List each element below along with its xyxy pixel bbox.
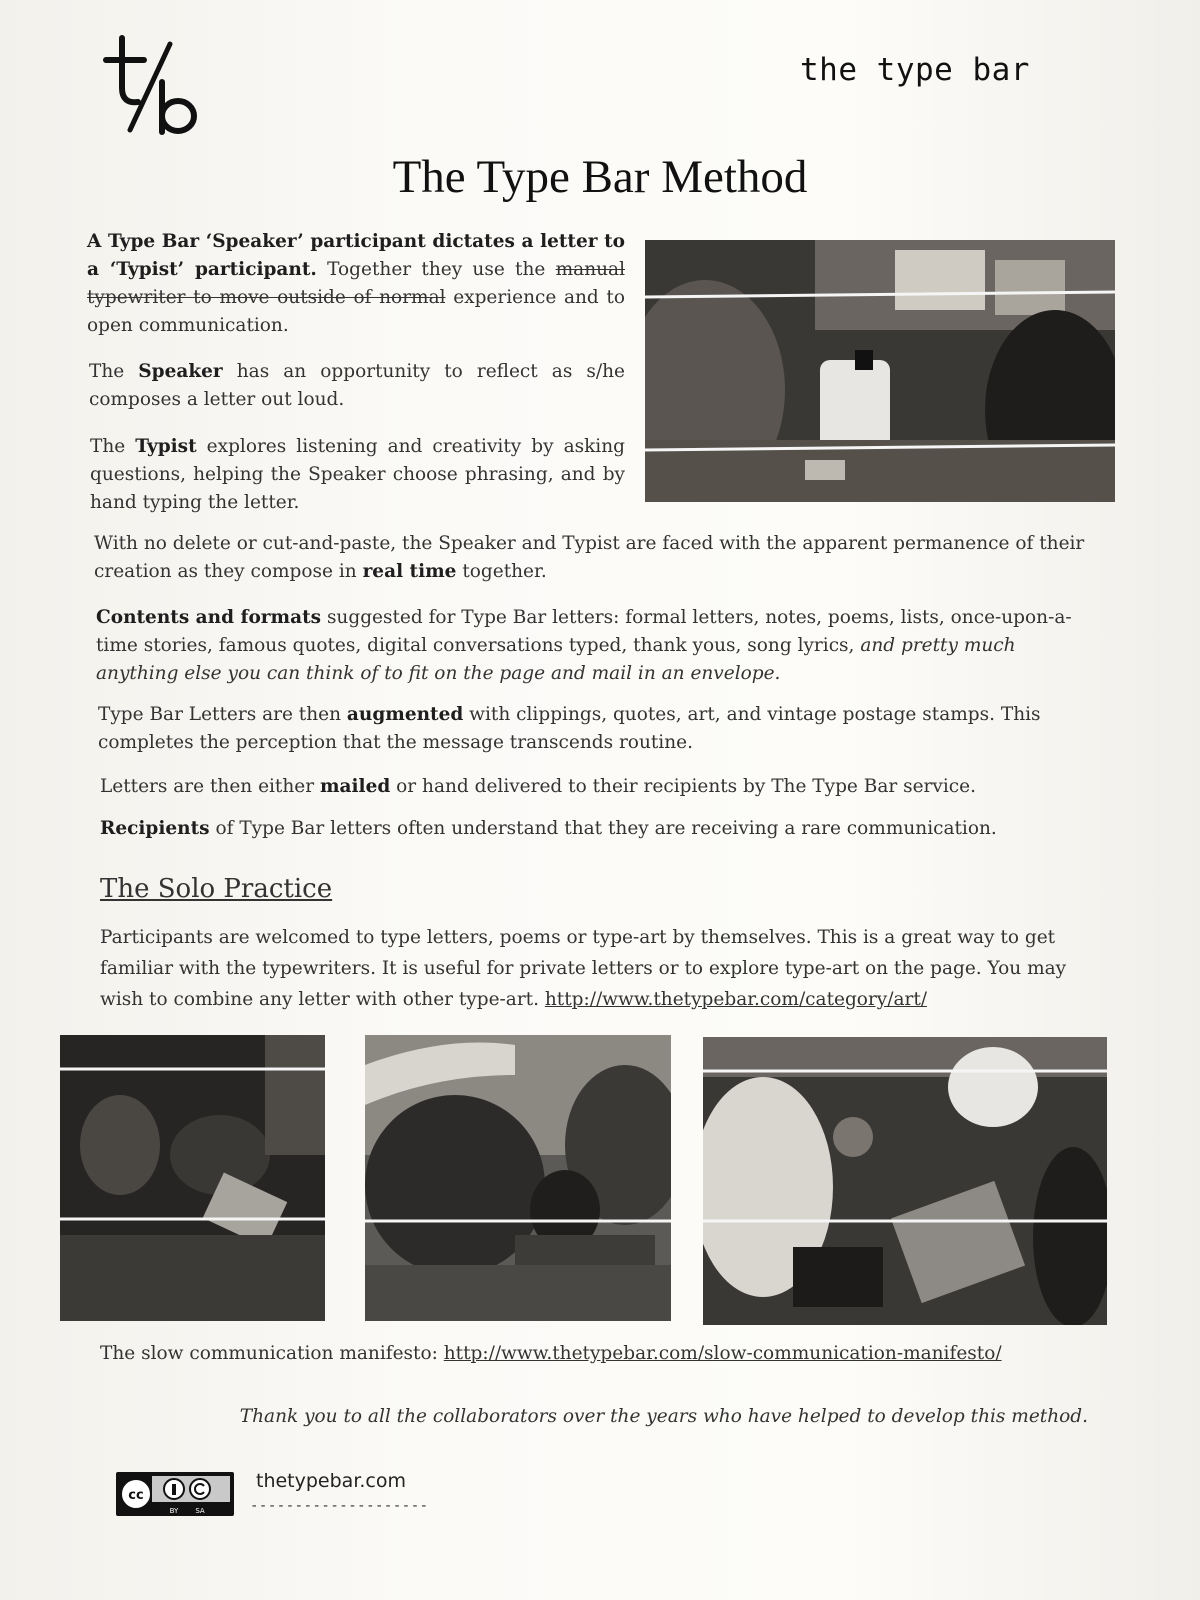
typist-paragraph bbox=[90, 433, 625, 517]
solo-photo-2 bbox=[365, 1035, 671, 1321]
intro-bold: A Type Bar ‘Speaker’ participant dictates a letter to a ‘Typist’ participant. bbox=[87, 231, 625, 280]
solo-practice-heading: The Solo Practice bbox=[100, 874, 333, 904]
mailed-paragraph bbox=[100, 773, 1096, 801]
augment-paragraph bbox=[98, 701, 1094, 757]
speaker-text-b: has an opportunity to reflect as s/he composes a letter out loud. bbox=[89, 361, 625, 410]
type-art-link[interactable]: http://www.thetypebar.com/category/art/ bbox=[544, 989, 928, 1010]
augment-text-b: with clippings, quotes, art, and vintage postage stamps. This completes the perception that the message transcends routine. bbox=[98, 704, 1041, 753]
cc-symbol: cc bbox=[128, 1488, 144, 1503]
typist-bold: Typist bbox=[135, 436, 197, 457]
mailed-text-a: Letters are then either bbox=[100, 776, 320, 797]
cc-by-label: BY bbox=[169, 1507, 179, 1515]
mailed-text-b: or hand delivered to their recipients by The Type Bar service. bbox=[390, 776, 976, 797]
no-delete-bold: real time bbox=[362, 561, 457, 582]
intro-paragraph bbox=[87, 228, 625, 340]
manifesto-line bbox=[100, 1340, 1100, 1368]
thanks-note: Thank you to all the collaborators over the years who have helped to develop this method. bbox=[239, 1406, 1088, 1427]
typist-text-a: The bbox=[90, 436, 136, 457]
cc-sa-label: SA bbox=[195, 1507, 205, 1515]
contents-italic: and pretty much anything else you can think of to fit on the page and mail in an envelope. bbox=[96, 635, 1016, 684]
intro-struck-text: manual typewriter to move outside of normal bbox=[87, 259, 625, 308]
speaker-typist-photo bbox=[645, 240, 1115, 502]
solo-text: Participants are welcomed to type letters, poems or type-art by themselves. This is a great way to get familiar with the typewriters. It is useful for private letters or to explore type-art on the page. You may wish to combine any letter with other type-art. bbox=[100, 927, 1067, 1010]
no-delete-paragraph bbox=[94, 530, 1094, 586]
contents-bold: Contents and formats bbox=[96, 607, 322, 628]
mailed-bold: mailed bbox=[319, 776, 391, 797]
speaker-text-a: The bbox=[89, 361, 139, 382]
intro-text-a: Together they use the bbox=[316, 259, 556, 280]
augment-bold: augmented bbox=[346, 704, 464, 725]
solo-practice-paragraph bbox=[100, 922, 1090, 1015]
contents-paragraph bbox=[96, 604, 1092, 688]
contents-text: suggested for Type Bar letters: formal letters, notes, poems, lists, once-upon-a-time stories, famous quotes, digital conversations typed, thank yous, song lyrics, bbox=[96, 607, 1072, 656]
brand-name: the type bar bbox=[800, 52, 1030, 88]
page-title: The Type Bar Method bbox=[392, 151, 808, 203]
no-delete-text-a: With no delete or cut-and-paste, the Speaker and Typist are faced with the apparent permanence of their creation as they compose in bbox=[94, 533, 1085, 582]
manifesto-link[interactable]: http://www.thetypebar.com/slow-communication-manifesto/ bbox=[443, 1343, 1002, 1364]
augment-text-a: Type Bar Letters are then bbox=[98, 704, 347, 725]
recipients-bold: Recipients bbox=[100, 818, 210, 839]
recipients-text: of Type Bar letters often understand that they are receiving a rare communication. bbox=[209, 818, 997, 839]
solo-photo-3 bbox=[703, 1037, 1107, 1325]
creative-commons-badge bbox=[116, 1472, 234, 1516]
no-delete-text-b: together. bbox=[456, 561, 547, 582]
type-bar-logo bbox=[100, 30, 210, 140]
speaker-paragraph bbox=[89, 358, 625, 414]
intro-text-b: experience and to open communication. bbox=[87, 287, 625, 336]
speaker-bold: Speaker bbox=[138, 361, 223, 382]
recipients-paragraph bbox=[100, 815, 1096, 843]
signature-line: -------------------- bbox=[250, 1498, 429, 1514]
manifesto-label: The slow communication manifesto: bbox=[100, 1343, 444, 1364]
solo-photo-1 bbox=[60, 1035, 325, 1321]
site-name[interactable]: thetypebar.com bbox=[256, 1470, 407, 1492]
typist-text-b: explores listening and creativity by asking questions, helping the Speaker choose phrasing, and by hand typing the letter. bbox=[90, 436, 625, 513]
